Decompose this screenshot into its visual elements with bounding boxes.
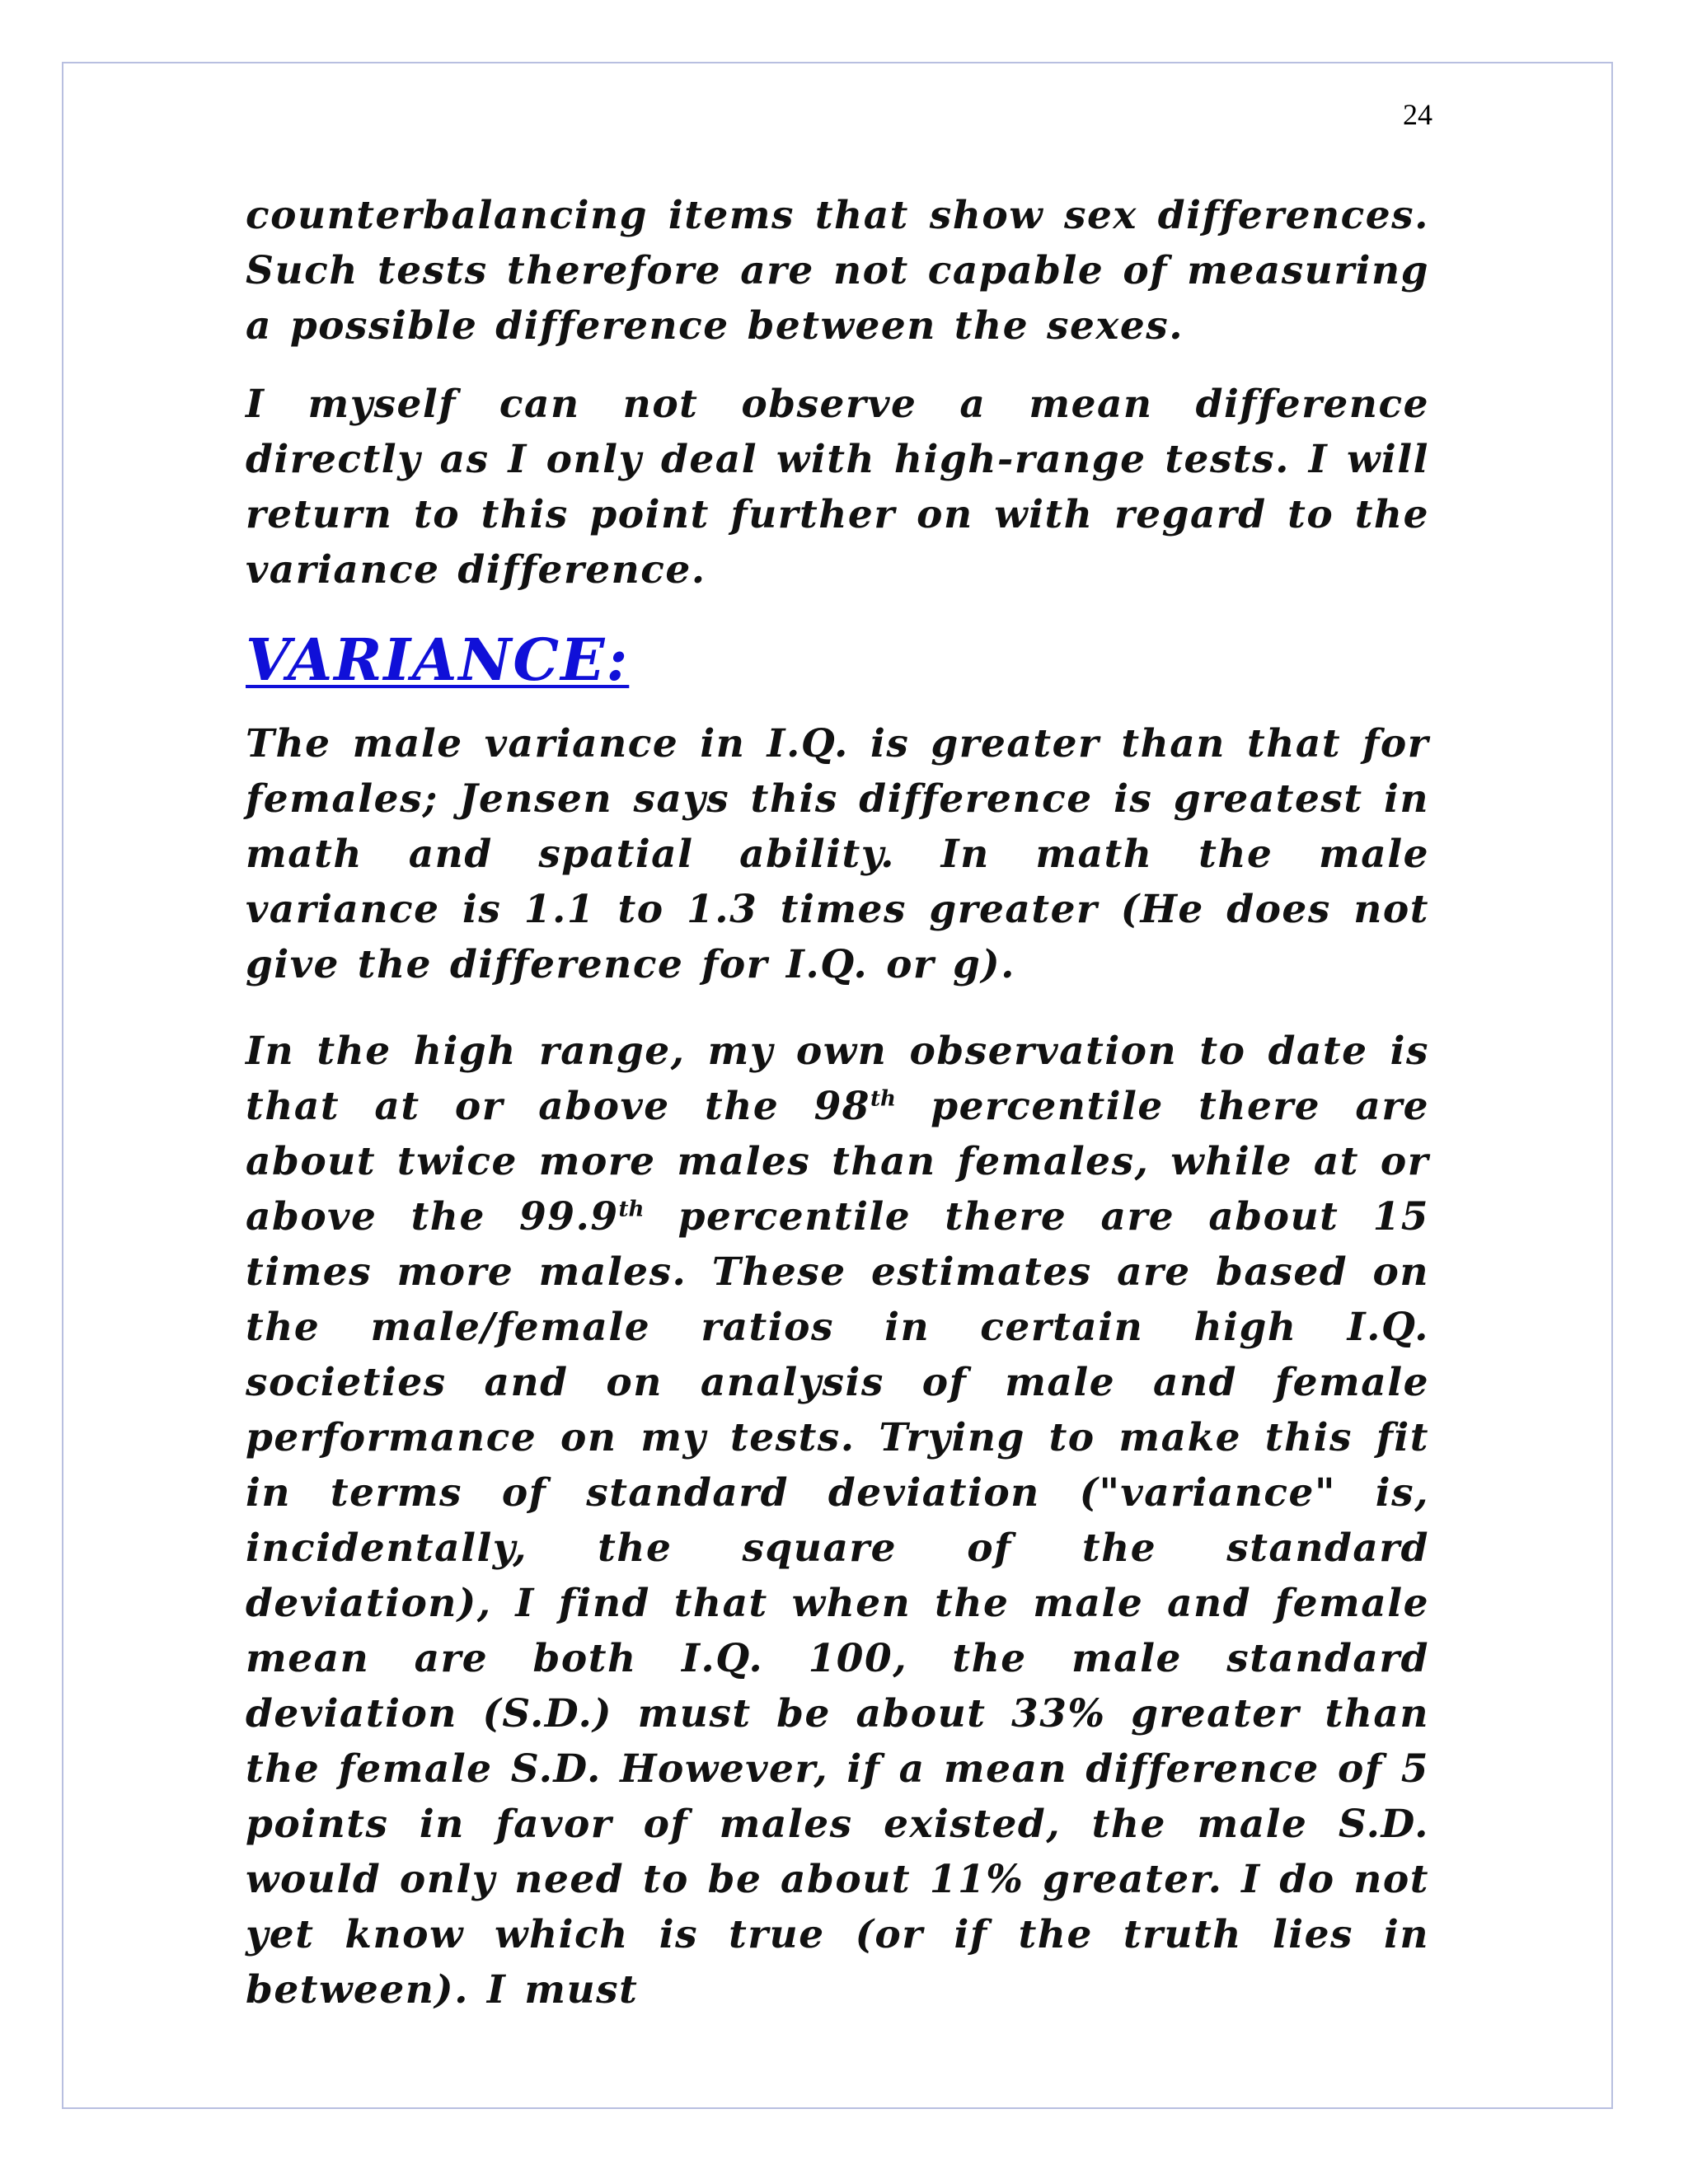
ordinal-suffix: th [870,1086,896,1112]
section-heading-variance: VARIANCE: [246,626,630,694]
paragraph-4-part-1: In the high range, my own observation to date is that at or above the 98 [246,1029,1429,1129]
document-body [246,188,1429,2018]
paragraph-1: counterbalancing items that show sex differences. Such tests therefore are not capable of measuring a possible difference between the sexes. [246,193,1429,349]
paragraph-4-part-2: percentile there are about twice more males than females, while at or above the 99.9 [246,1084,1429,1240]
paragraph-3: The male variance in I.Q. is greater than that for females; Jensen says this difference is greatest in math and spatial ability. In math the male variance is 1.1 to 1.3 times greater (He does not give the difference for I.Q. or g). [246,721,1429,987]
paragraph-4-part-3: percentile there are about 15 times more males. These estimates are based on the male/female ratios in certain high I.Q. societies and on analysis of male and female performance on my tests. Trying to make this fit in terms of standard deviation ("variance" is, incidentally, the square of the standard deviation), I find that when the male and female mean are both I.Q. 100, the male standard deviation (S.D.) must be about 33% greater than the female S.D. However, if a mean difference of 5 points in favor of males existed, the male S.D. would only need to be about 11% greater. I do not yet know which is true (or if the truth lies in between). I must [246,1194,1429,2013]
paragraph-2: I myself can not observe a mean difference directly as I only deal with high-range tests. I will return to this point further on with regard to the variance difference. [246,382,1429,593]
paragraph-4 [246,1024,1429,2018]
page-number: 24 [1403,98,1432,131]
ordinal-suffix: th [618,1197,645,1222]
